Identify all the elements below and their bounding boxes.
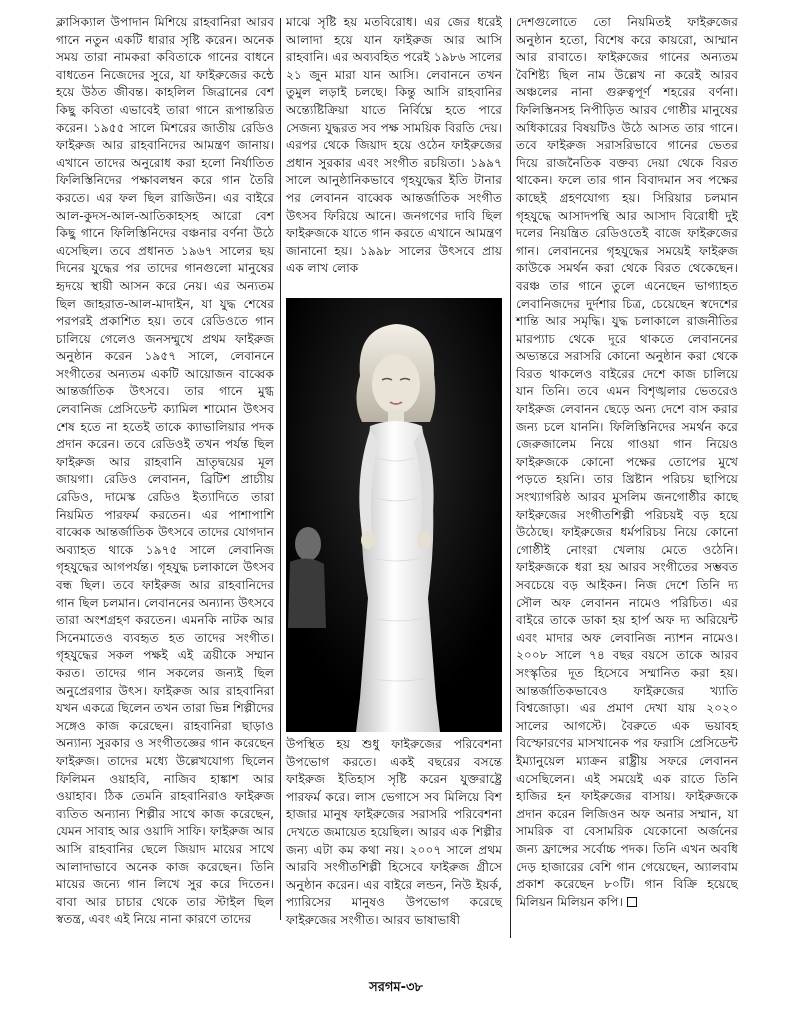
- column-3-text: দেশগুলোতে তো নিয়মিতই ফাইরুজের অনুষ্ঠান হতো, বিশেষ করে কায়রো, আম্মান আর রাবাতে। ফাইরুজের গানের অন্যতম বৈশিষ্ট্য ছিল নাম উল্লেখ না করেই আরব অঞ্চলের নানা গুরুত্বপূর্ণ শহরের বর্ণনা। ফিলিস্তিনসহ নিপীড়িত আরব গোষ্ঠীর মানুষের অধিকারের বিষয়টিও উঠে আসত তার গানে। তবে ফাইরুজ সরাসরিভাবে গানের ভেতর দিয়ে রাজনৈতিক বক্তব্য দেয়া থেকে বিরত থাকেন। ফলে তার গান বিবাদমান সব পক্ষের কাছেই গ্রহণযোগ্য হয়। সিরিয়ার চলমান গৃহযুদ্ধে আসাদপন্থি আর আসাদ বিরোধী দুই দলের নিয়ন্ত্রিত রেডিওতেই বাজে ফাইরুজের গান। লেবাননের গৃহযুদ্ধের সময়েই ফাইরুজ কাউকে সমর্থন করা থেকে বিরত থেকেছেন। বরঞ্চ তার গানে তুলে এনেছেন ভাগ্যাহত লেবানিজদের দুর্দশার চিত্র, চেয়েছেন স্বদেশের শান্তি আর সমৃদ্ধি। যুদ্ধ চলাকালে রাজনীতির মারপ্যাচ থেকে দূরে থাকতে লেবাননের অভ্যন্তরে সরাসরি কোনো অনুষ্ঠান করা থেকে বিরত থাকলেও বাইরের দেশে কাজ চালিয়ে যান তিনি। তবে এমন বিশৃঙ্খলার ভেতরেও ফাইরুজ লেবানন ছেড়ে অন্য দেশে বাস করার জন্য চলে যাননি। ফিলিস্তিনিদের সমর্থন করে জেরুজালেম নিয়ে গাওয়া গান নিয়েও ফাইরুজকে কোনো পক্ষের তোপের মুখে পড়তে হয়নি। তার খ্রিষ্টান পরিচয় ছাপিয়ে সংখ্যাগরিষ্ঠ আরব মুসলিম জনগোষ্ঠীর কাছে ফাইরুজের সংগীতশিল্পী পরিচয়ই বড় হয়ে উঠেছে। ফাইরুজের ধর্মপরিচয় নিয়ে কোনো গোষ্ঠীই নোংরা খেলায় মেতে ওঠেনি। ফাইরুজকে ধরা হয় আরব সংগীতের সম্ভবত সবচেয়ে বড় আইকন। নিজ দেশে তিনি দ্য সৌল অফ লেবানন নামেও পরিচিত। এর বাইরে তাকে ডাকা হয় হার্প অফ দ্য অরিয়েন্ট এবং মাদার অফ লেবানিজ ন্যাশন নামেও। ২০০৮ সালে ৭৪ বছর বয়সে তাকে আরব সংস্কৃতির দূত হিসেবে সম্মানিত করা হয়। আন্তর্জাতিকভাবেও ফাইরুজের খ্যাতি বিশ্বজোড়া। এর প্রমাণ দেখা যায় ২০২০ সালের আগস্টে। বৈরুতে এক ভয়াবহ বিস্ফোরণের মাসখানেক পর ফরাসি প্রেসিডেন্ট ইম্যানুয়েল ম্যাক্রন রাষ্ট্রীয় সফরে লেবানন এসেছিলেন। এই সময়েই এক রাতে তিনি হাজির হন ফাইরুজের বাসায়। ফাইরুজকে প্রদান করেন লিজিওন অফ অনার সম্মান, যা সামরিক বা বেসামরিক যেকোনো অর্জনের জন্য ফ্রান্সের সর্বোচ্চ পদক। তিনি এখন অবধি দেড় হাজারের বেশি গান গেয়েছেন, অ্যালবাম প্রকাশ করেছেন ৮০টি। গান বিক্রি হয়েছে মিলিয়ন মিলিয়ন কপি।: [516, 15, 738, 909]
- page-number-label: সরগম-৩৮: [369, 980, 423, 995]
- article-column-1: [56, 14, 274, 929]
- page-footer: [0, 978, 792, 999]
- article-column-2-top: [286, 14, 502, 278]
- article-column-3: [516, 14, 738, 911]
- singer-photo: [286, 298, 502, 732]
- end-of-article-mark: [627, 897, 637, 907]
- column-divider-1: [280, 18, 281, 920]
- singer-photo-illustration: [286, 298, 502, 732]
- column-1-text: ক্লাসিক্যাল উপাদান মিশিয়ে রাহবানিরা আরব গানে নতুন একটি ধারার সৃষ্টি করেন। অনেক সময় তারা নামকরা কবিতাকে গানের বাধনে বাধতেন নিজেদের সুরে, যা ফাইরুজের কন্ঠে হয়ে উঠত জীবন্ত। কাহলিল জিব্রানের বেশ কিছু কবিতা এভাবেই তারা গানে রূপান্তরিত করেন। ১৯৫৫ সালে মিশরের জাতীয় রেডিও ফাইরুজ আর রাহবানিদের আমন্ত্রণ জানায়। এখানে তাদের অনুরোধ করা হলো নির্যাতিত ফিলিস্তিনিদের পক্ষাবলম্বন করে গান তৈরি করতে। এর ফল ছিল রাজিউন। এর বাইরে আল-কুদস-আল-আতিকাহসহ আরো বেশ কিছু গানে ফিলিস্তিনিদের বঞ্চনার বর্ণনা উঠে এসেছিল। তবে প্রধানত ১৯৬৭ সালের ছয় দিনের যুদ্ধের পর তাদের গানগুলো মানুষের হৃদয়ে স্থায়ী আসন করে নেয়। এর অন্যতম ছিল জাহরাত-আল-মাদাইন, যা যুদ্ধ শেষের পরপরই প্রকাশিত হয়। তবে রেডিওতে গান চালিয়ে গেলেও জনসম্মুখে প্রথম ফাইরুজ অনুষ্ঠান করেন ১৯৫৭ সালে, লেবাননে সংগীতের অন্যতম একটি আয়োজন বাব্বেক আন্তর্জাতিক উৎসবে। তার গানে মুগ্ধ লেবানিজ প্রেসিডেন্ট ক্যামিল শামোন উৎসব শেষ হতে না হতেই তাকে ক্যাভালিয়ার পদক প্রদান করেন। তবে রেডিওই তখন পর্যন্ত ছিল ফাইরুজ আর রাহবানি ভ্রাতৃদ্বয়ের মূল জায়গা। রেডিও লেবানন, ব্রিটিশ প্রাচ্যীয় রেডিও, দামেস্ক রেডিও ইত্যাদিতে তারা নিয়মিত পারফর্ম করতেন। এর পাশাপাশি বাব্বেক আন্তর্জাতিক উৎসবে তাদের যোগদান অব্যাহত থাকে ১৯৭৫ সালে লেবানিজ গৃহযুদ্ধের আগপর্যন্ত। গৃহযুদ্ধ চলাকালে উৎসব বন্ধ ছিল। তবে ফাইরুজ আর রাহবানিদের গান ছিল চলমান। লেবাননের অন্যান্য উৎসবে তারা অংশগ্রহণ করতেন। এমনকি নাটক আর সিনেমাতেও ব্যবহৃত হত তাদের সংগীত। গৃহযুদ্ধের সকল পক্ষই এই ত্রয়ীকে সম্মান করত। তাদের গান সকলের জন্যই ছিল অনুপ্রেরণার উৎস। ফাইরুজ আর রাহবানিরা যখন একত্রে ছিলেন তখন তারা ভিন্ন শিল্পীদের সঙ্গেও কাজ করেছেন। রাহবানিরা ছাড়াও অন্যান্য সুরকার ও সংগীতজ্ঞের গান করেছেন ফাইরুজ। তাদের মধ্যে উল্লেখযোগ্য ছিলেন ফিলিমন ওয়াহবি, নাজিব হাঙ্কাশ আর ওয়াহাব। ঠিক তেমনি রাহবানিরাও ফাইরুজ ব্যতিত অন্যান্য শিল্পীর সাথে কাজ করেছেন, যেমন সাবাহ আর ওয়াদি সাফি। ফাইরুজ আর আসি রাহবানির ছেলে জিয়াদ মায়ের সাথে আলাদাভাবে অনেক কাজ করেছেন। তিনি মায়ের জন্যে গান লিখে সুর করে দিতেন। বাবা আর চাচার থেকে তার স্টাইল ছিল স্বতন্ত্র, এবং এই নিয়ে নানা কারণে তাদের: [56, 15, 274, 927]
- column-2-bottom-text: উপস্থিত হয় শুধু ফাইরুজের পরিবেশনা উপভোগ করতে। একই বছরের বসন্তে ফাইরুজ ইতিহাস সৃষ্টি করেন যুক্তরাষ্ট্রে পারফর্ম করে। লাস ভেগাসে সব মিলিয়ে বিশ হাজার মানুষ ফাইরুজের সরাসরি পরিবেশনা দেখতে জমায়েত হয়েছিল। আরব এক শিল্পীর জন্য এটা কম কথা নয়। ২০০৭ সালে প্রথম আরবি সংগীতশিল্পী হিসেবে ফাইরুজ গ্রীসে অনুষ্ঠান করেন। এর বাইরে লন্ডন, নিউ ইয়র্ক, প্যারিসের মানুষও উপভোগ করেছে ফাইরুজের সংগীত। আরব ভাষাভাষী: [286, 737, 502, 927]
- article-column-2-bottom: [286, 736, 502, 930]
- column-3-paragraph: [516, 14, 738, 911]
- column-2-top-text: মাঝে সৃষ্টি হয় মতবিরোধ। এর জের ধরেই আলাদা হয়ে যান ফাইরুজ আর আসি রাহবানি। এর অব্যবহিত পরেই ১৯৮৬ সালের ২১ জুন মারা যান আসি। লেবাননে তখন তুমুল লড়াই চলছে। কিন্তু আসি রাহবানির অন্ত্যেষ্টিক্রিয়া যাতে নির্বিঘ্নে হতে পারে সেজন্য যুদ্ধরত সব পক্ষ সাময়িক বিরতি দেয়। এরপর থেকে জিয়াদ হয়ে ওঠেন ফাইরুজের প্রধান সুরকার এবং সংগীত রচয়িতা। ১৯৯৭ সালে আনুষ্ঠানিকভাবে গৃহযুদ্ধের ইতি টানার পর লেবানন বাব্বেক আন্তর্জাতিক সংগীত উৎসব ফিরিয়ে আনে। জনগণের দাবি ছিল ফাইরুজকে যাতে গান করতে এখানে আমন্ত্রণ জানানো হয়। ১৯৯৮ সালের উৎসবে প্রায় এক লাখ লোক: [286, 15, 502, 276]
- column-divider-2: [510, 18, 511, 938]
